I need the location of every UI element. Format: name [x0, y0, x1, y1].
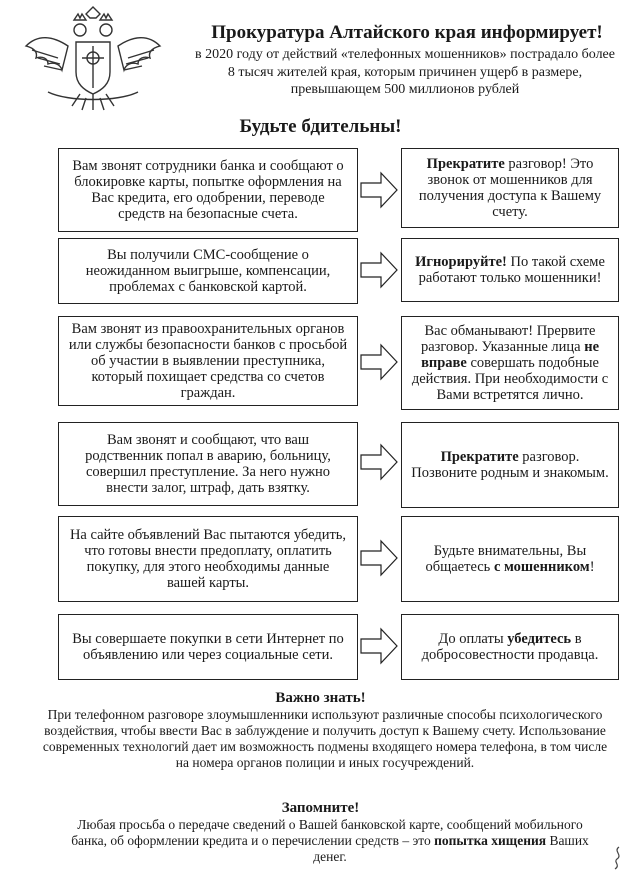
handwritten-mark	[611, 845, 625, 871]
situation-box-relative: Вам звонят и сообщают, что ваш родственник попал в аварию, больницу, совершил преступление. За него нужно внести залог, штраф, дать взятку.	[58, 422, 358, 506]
situation-box-law-enforcement: Вам звонят из правоохранительных органов или службы безопасности банков с просьбой об участии в выявлении преступника, который похищает средства со счетов граждан.	[58, 316, 358, 406]
situation-box-sms: Вы получили СМС-сообщение о неожиданном выигрыше, компенсации, проблемах с банковской картой.	[58, 238, 358, 304]
page-title: Прокуратура Алтайского края информирует!	[211, 22, 603, 43]
arrow-right-icon	[359, 538, 399, 578]
advice-box-online-shopping: До оплаты убедитесь в добросовестности продавца.	[401, 614, 619, 680]
arrow-right-icon	[359, 250, 399, 290]
situation-box-online-shopping: Вы совершаете покупки в сети Интернет по объявлению или через социальные сети.	[58, 614, 358, 680]
vigilance-heading: Будьте бдительны!	[239, 116, 402, 137]
arrow-right-icon	[359, 626, 399, 666]
arrow-right-icon	[359, 170, 399, 210]
header-statistics: в 2020 году от действий «телефонных мошенников» пострадало более 8 тысяч жителей края, которым причинен ущерб в размере, превышающем 500 миллионов рублей	[195, 47, 615, 97]
situation-box-bank-call: Вам звонят сотрудники банка и сообщают о блокировке карты, попытке оформления на Вас кредита, его одобрении, переводе средств на безопасные счета.	[58, 148, 358, 232]
prosecutor-emblem-icon	[8, 6, 178, 116]
important-text: При телефонном разговоре злоумышленники используют различные способы психологического воздействия, чтобы ввести Вас в заблуждение и получить доступ к Вашему счету. Использование современных технологий дает им возможность подмены входящего номера телефона, в том числе на номера органов полиции и иных госучреждений.	[42, 707, 608, 770]
remember-heading: Запомните!	[281, 800, 360, 816]
advice-box-sms: Игнорируйте! По такой схеме работают только мошенники!	[401, 238, 619, 302]
arrow-right-icon	[359, 342, 399, 382]
advice-box-bank-call: Прекратите разговор! Это звонок от мошенников для получения доступа к Вашему счету.	[401, 148, 619, 228]
advice-box-relative: Прекратите разговор. Позвоните родным и знакомым.	[401, 422, 619, 508]
situation-box-classifieds: На сайте объявлений Вас пытаются убедить, что готовы внести предоплату, оплатить покупку, для этого необходимы данные вашей карты.	[58, 516, 358, 602]
advice-box-classifieds: Будьте внимательны, Вы общаетесь с мошенником!	[401, 516, 619, 602]
arrow-right-icon	[359, 442, 399, 482]
remember-text: Любая просьба о передаче сведений о Вашей банковской карте, сообщений мобильного банка, об оформлении кредита и о перечислении средств – это попытка хищения Ваших денег.	[71, 817, 589, 864]
advice-box-law-enforcement: Вас обманывают! Прервите разговор. Указанные лица не вправе совершать подобные действия. При необходимости с Вами встретятся лично.	[401, 316, 619, 410]
important-heading: Важно знать!	[275, 690, 366, 706]
